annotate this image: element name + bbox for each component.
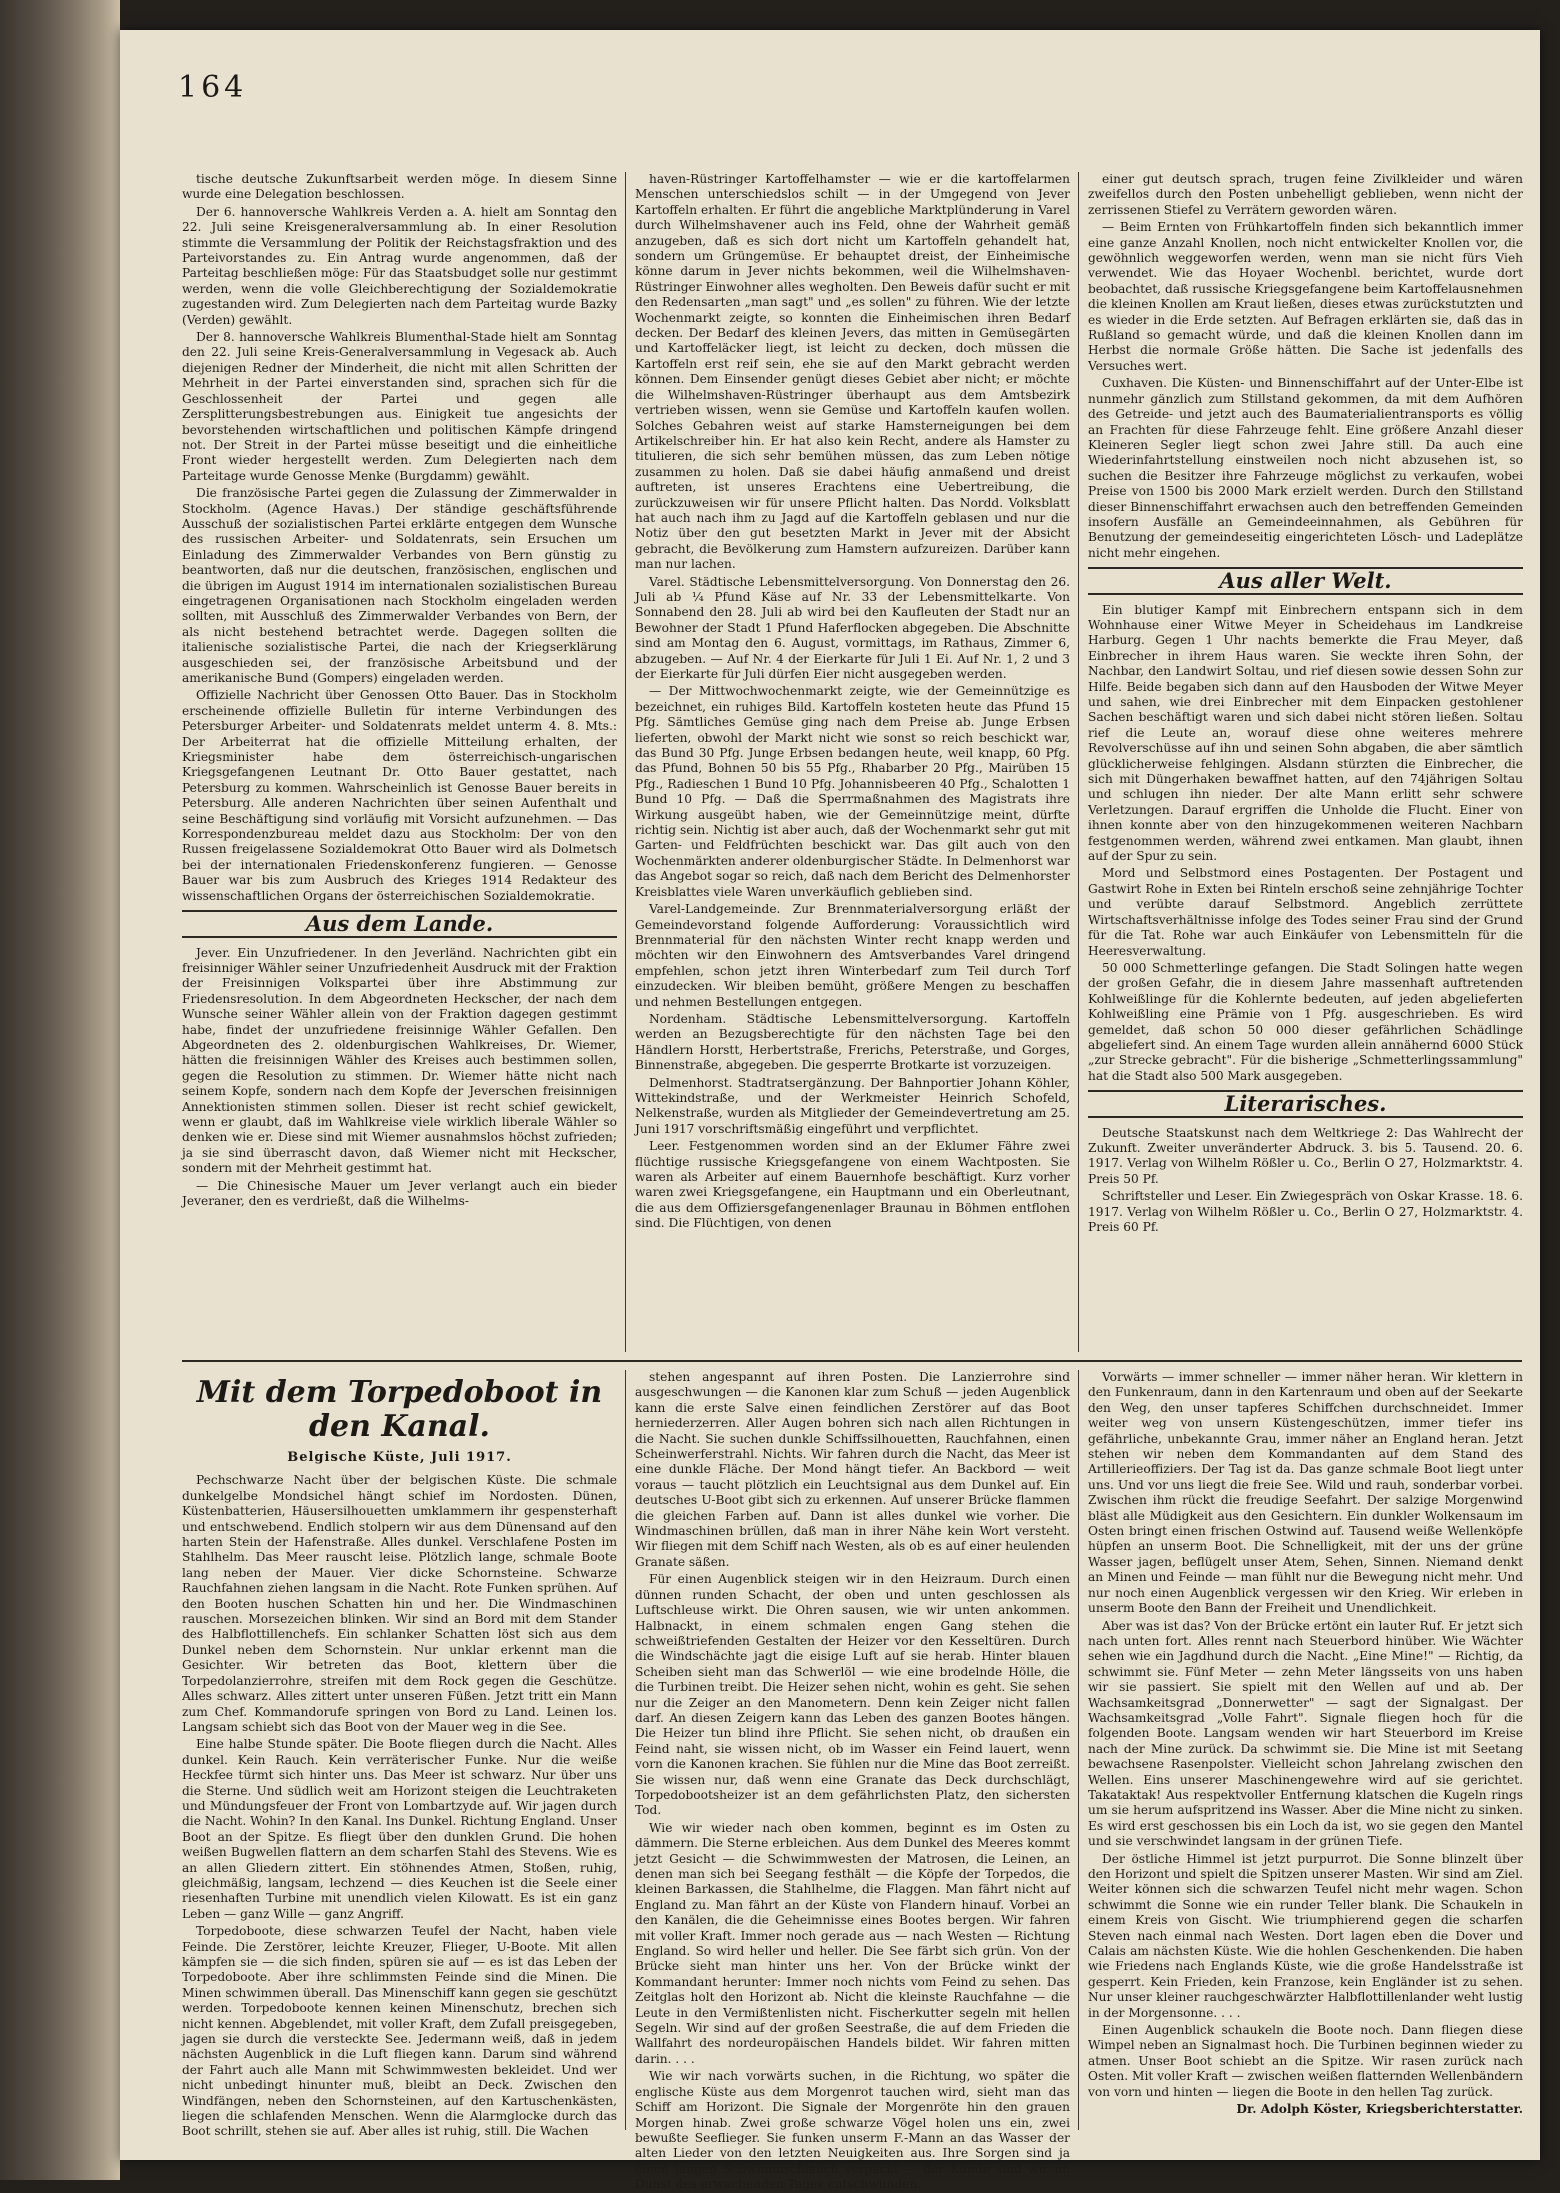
paragraph: Cuxhaven. Die Küsten- und Binnenschiffahrt auf der Unter-Elbe ist nunmehr gänzlich zum Stillstand gekommen, da mit dem Aufhören des Getreide- und jetzt auch des Baumaterialientransports es völlig an Frachten für diese Fahrzeuge fehlt. Eine größere Anzahl dieser Kleineren Segler liegt schon zwei Jahre still. Da auch eine Wiederinfahrtstellung einstweilen noch nicht abzusehen ist, so suchen die Besitzer ihre Fahrzeuge möglichst zu verkaufen, wobei Preise von 1500 bis 2000 Mark erzielt werden. Durch den Stillstand dieser Binnenschiffahrt erwachsen auch den betreffenden Gemeinden insofern Ausfälle an Gemeindeeinnahmen, als Gebühren für Benutzung der gemeindeseitig eingerichteten Lösch- und Ladeplätze nicht mehr eingehen. xyxy=(1088,376,1523,560)
column-divider xyxy=(625,172,626,1352)
paragraph: — Die Chinesische Mauer um Jever verlangt auch ein bieder Jeveraner, den es verdrießt, daß die Wilhelms- xyxy=(182,1178,617,1208)
paragraph: Für einen Augenblick steigen wir in den Heizraum. Durch einen dünnen runden Schacht, der oben und unten geschlossen als Luftschleuse wirkt. Die Ohren sausen, wie wir unten ankommen. Halbnackt, in einem schmalen engen Gang stehen die schweißtriefenden Gestalten der Heizer vor den Kesseltüren. Durch die Windschächte jagt die eisige Luft auf sie herab. Hinter blauen Scheiben sieht man das Schwerlöl — wie eine brodelnde Hölle, die die Turbinen treibt. Die Heizer sehen nicht, wohin es geht. Sie sehen nur die Zeiger an den Manometern. Denn kein Zeiger nicht fallen darf. An diesen Zeigern kann das Leben des ganzen Bootes hängen. Die Heizer tun blind ihre Pflicht. Sie sehen nicht, ob draußen ein Feind naht, sie wissen nicht, ob im Wasser ein Feind lauert, wenn vorn die Kanonen krachen. Sie fühlen nur die Mine das Boot zerreißt. Sie wissen nur, daß wenn eine Granate das Deck durchschlägt, Torpedobootsheizer ist an dem gefährlichsten Platz, den sichersten Tod. xyxy=(635,1572,1070,1818)
paragraph: haven-Rüstringer Kartoffelhamster — wie er die kartoffelarmen Menschen unterschiedslos schilt — in der Umgegend von Jever Kartoffeln erhalten. Er führt die angebliche Marktplünderung in Varel durch Wilhelmshavener auch ins Feld, ohne der Wahrheit gemäß anzugeben, daß es sich dort nicht um Kartoffeln gehandelt hat, sondern um Grüngemüse. Er behauptet dreist, der Einheimische könne darum in Jever nichts bekommen, weil die Wilhelmshaven-Rüstringer Einwohner alles wegholten. Den Beweis dafür sucht er mit den Redensarten „man sagt" und „es sollen" zu führen. Wie der letzte Wochenmarkt zeigte, so konnten die Einheimischen ihren Bedarf decken. Der Bedarf des kleinen Jevers, das mitten in Gemüsegärten und Kartoffeläcker liegt, ist leicht zu decken, doch müssen die Kartoffeln erst reif sein, ehe sie auf den Markt gebracht werden können. Dem Einsender genügt dieses Gebiet aber nicht; er möchte die Wilhelmshaven-Rüstringer überhaupt aus dem Amtsbezirk vertrieben wissen, wenn sie Gemüse und Kartoffeln kaufen wollen. Solches Gebahren weist auf starke Hamsterneigungen bei dem Artikelschreiber hin. Er hat also kein Recht, andere als Hamster zu titulieren, die sich sehr bemühen müssen, das zum Leben nötige zusammen zu holen. Daß sie dabei häufig anmaßend und dreist auftreten, ist unseres Erachtens eine Uebertreibung, die zurückzuweisen wir für unsere Pflicht halten. Das Nordd. Volksblatt hat auch nach ihm zu Jagd auf die Kartoffeln geblasen und nur die Notiz über den gut besetzten Markt in Jever mit der Absicht gebracht, die Bevölkerung zum Hamstern aufzureizen. Darüber kann man nur lachen. xyxy=(635,172,1070,572)
paragraph: Die französische Partei gegen die Zulassung der Zimmerwalder in Stockholm. (Agence Havas.) Der ständige geschäftsführende Ausschuß der sozialistischen Partei erklärte entgegen dem Wunsche des russischen Arbeiter- und Soldatenrats, sein Ersuchen um Einladung des Zimmerwalder Verbandes von Bern günstig zu beantworten, daß nur die deutschen, französischen, englischen und die übrigen im August 1914 im internationalen sozialistischen Bureau eingetragenen Organisationen nach Stockholm eingeladen werden sollten, mit Ausschluß des Zimmerwalder Verbandes von Bern, der als nicht bestehend betrachtet werde. Dagegen sollten die italienische sozialistische Partei, die nach der Kriegserklärung ausgeschieden sei, der französische Arbeitsbund und der amerikanische Bund (Gompers) eingeladen werden. xyxy=(182,486,617,685)
paragraph: Deutsche Staatskunst nach dem Weltkriege 2: Das Wahlrecht der Zukunft. Zweiter unveränderter Abdruck. 3. bis 5. Tausend. 20. 6. 1917. Verlag von Wilhelm Rößler u. Co., Berlin O 27, Holzmarktstr. 4. Preis 50 Pf. xyxy=(1088,1125,1523,1186)
paragraph: Varel-Landgemeinde. Zur Brennmaterialversorgung erläßt der Gemeindevorstand folgende Aufforderung: Voraussichtlich wird Brennmaterial für den nächsten Winter recht knapp werden und möchten wir den Einwohnern des Amtsverbandes Varel dringend empfehlen, schon jetzt ihren Winterbedarf zum Teil durch Torf einzudecken. Wir bleiben bemüht, größere Mengen zu beschaffen und nehmen Bestellungen entgegen. xyxy=(635,902,1070,1009)
paragraph: Torpedoboote, diese schwarzen Teufel der Nacht, haben viele Feinde. Die Zerstörer, leichte Kreuzer, Flieger, U-Boote. Mit allen kämpfen sie — die sich finden, spüren sie auf — es ist das Leben der Torpedoboote. Aber ihre schlimmsten Feinde sind die Minen. Die Minen schwimmen überall. Das Minenschiff kann gegen sie geschützt werden. Torpedoboote kennen keinen Minenschutz, brechen sich nicht kennen. Abgeblendet, mit voller Kraft, dem Zufall preisgegeben, jagen sie durch die versteckte See. Jedermann weiß, daß in jedem nächsten Augenblick in die Luft fliegen kann. Darum sind während der Fahrt auch alle Mann mit Schwimmwesten bekleidet. Und wer nicht unbedingt hinunter muß, bleibt an Deck. Zwischen den Windfängen, neben den Schornsteinen, auf den Kartuschenkästen, liegen die schlafenden Menschen. Wenn die Alarmglocke durch das Boot schrillt, stehen sie auf. Aber alles ist ruhig, still. Die Wachen xyxy=(182,1924,617,2139)
paragraph: einer gut deutsch sprach, trugen feine Zivilkleider und wären zweifellos durch den Posten unbehelligt geblieben, wenn nicht der zerrissenen Stiefel zu Verrätern geworden wären. xyxy=(1088,172,1523,217)
column-divider xyxy=(1078,172,1079,1352)
column-divider xyxy=(1078,1370,1079,2130)
paragraph: Vorwärts — immer schneller — immer näher heran. Wir klettern in den Funkenraum, dann in den Kartenraum und oben auf der Seekarte den Weg, den unser tapferes Schiffchen durchschneidet. Immer weiter weg von unsern Küstengeschützen, immer tiefer ins gefährliche, unbekannte Grau, immer näher an England heran. Jetzt stehen wir neben dem Kommandanten auf dem Stand des Artillerieoffiziers. Der Tag ist da. Das ganze schmale Boot liegt unter uns. Und vor uns liegt die freie See. Wild und rauh, sonderbar vorbei. Zwischen ihm rückt die freudige Seefahrt. Der salzige Morgenwind bläst alle Müdigkeit aus den Gesichtern. Ein dunkler Wolkensaum im Osten bringt einen frischen Ostwind auf. Tausend weiße Wellenköpfe hüpfen an unserm Boot. Die Schnelligkeit, mit der uns der grüne Wasser jagen, beflügelt unser Atem, Sehen, Sinnen. Niemand denkt an Minen und Feinde — man fühlt nur die Bewegung nicht mehr. Und nur noch einen Augenblick vergessen wir den Krieg. Wir erleben in unserm Boote den Bann der Freiheit und Unendlichkeit. xyxy=(1088,1370,1523,1616)
paragraph: Eine halbe Stunde später. Die Boote fliegen durch die Nacht. Alles dunkel. Kein Rauch. Kein verräterischer Funke. Nur die weiße Heckfee türmt sich hinter uns. Das Meer ist schwarz. Nur über uns die Sterne. Und südlich weit am Horizont steigen die Leuchtraketen und Mündungsfeuer der Front von Lombartzyde auf. Wir jagen durch die Nacht. Wohin? In den Kanal. Ins Dunkel. Richtung England. Unser Boot an der Spitze. Es fliegt über den dunklen Grund. Die hohen weißen Bugwellen flattern an dem scharfen Stahl des Stevens. Wie es an allen Gliedern zittert. Ein stöhnendes Atmen, Stoßen, ruhig, gleichmäßig, langsam, lechzend — dies Keuchen ist die Seele einer riesenhaften Turbine mit unendlich vielen Kilowatt. Es ist ein ganz Leben — ganz Wille — ganz Angriff. xyxy=(182,1737,617,1921)
newspaper-page xyxy=(120,30,1540,2192)
paragraph: Einen Augenblick schaukeln die Boote noch. Dann fliegen diese Wimpel neben an Signalmast hoch. Die Turbinen beginnen wieder zu atmen. Unser Boot schiebt an die Spitze. Wir rasen zurück nach Osten. Mit voller Kraft — zwischen weißen flatternden Wellenbändern von vorn und hinten — liegen die Boote in den hellen Tag zurück. xyxy=(1088,2023,1523,2099)
article-dateline: Belgische Küste, Juli 1917. xyxy=(287,1450,512,1465)
paragraph: Mord und Selbstmord eines Postagenten. Der Postagent und Gastwirt Rohe in Exten bei Rinteln erschoß seine zehnjährige Tochter und verübte darauf Selbstmord. Angeblich zerrüttete Wirtschaftsverhältnisse infolge des Todes seiner Frau sind der Grund für die Tat. Rohe war auch Einkäufer von Lebensmitteln für die Heeresverwaltung. xyxy=(1088,866,1523,958)
paragraph: Wie wir nach vorwärts suchen, in die Richtung, wo später die englische Küste aus dem Morgenrot tauchen wird, sieht man das Schiff am Horizont. Die Signale der Morgenröte hin den grauen Morgen hinab. Zwei große schwarze Vögel holen uns ein, zwei bewußte Seeflieger. Sie funken unserm F.-Mann an das Wasser der alten Lieder von den letzten Neuigkeiten aus. Ihre Sorgen sind ja einen langen Schwimmschlauch verpackt — der Kunde sind wir im Dunst des erwachenden Tages entschwunden. xyxy=(635,2069,1070,2192)
paragraph: — Der Mittwochwochenmarkt zeigte, wie der Gemeinnützige es bezeichnet, ein ruhiges Bild. Kartoffeln kosteten heute das Pfund 15 Pfg. Sämtliches Gemüse ging nach dem Preise ab. Junge Erbsen lieferten, obwohl der Markt nicht wie sonst so reich beschickt war, das Bund 30 Pfg. Junge Erbsen bedangen heute, weil knapp, 60 Pfg. das Pfund, Bohnen 50 bis 55 Pfg., Rhabarber 20 Pfg., Mairüben 15 Pfg., Radieschen 1 Bund 10 Pfg. Johannisbeeren 40 Pfg., Schalotten 1 Bund 10 Pfg. — Daß die Sperrmaßnahmen des Magistrats ihre Wirkung ausgeübt haben, wie der Gemeinnützige meint, dürfte richtig sein. Nichtig ist aber auch, daß der Wochenmarkt sehr gut mit Garten- und Feldfrüchten beschickt war. Das gilt auch von den Wochenmärkten anderer oldenburgischer Städte. In Delmenhorst war das Angebot sogar so reich, daß nach dem Bericht des Delmenhorster Kreisblattes viele Waren unverkäuflich geblieben sind. xyxy=(635,684,1070,899)
paragraph: Delmenhorst. Stadtratsergänzung. Der Bahnportier Johann Köhler, Wittekindstraße, und der Werkmeister Heinrich Schofeld, Nelkenstraße, wurden als Mitglieder der Gemeindevertretung am 25. Juni 1917 vorschriftsmäßig eingeführt und verpflichtet. xyxy=(635,1075,1070,1136)
paragraph: Varel. Städtische Lebensmittelversorgung. Von Donnerstag den 26. Juli ab ¼ Pfund Käse auf Nr. 33 der Lebensmittelkarte. Von Sonnabend den 28. Juli ab wird bei den Kaufleuten der Stadt nur an Bewohner der Stadt 1 Pfund Haferflocken abgegeben. Die Abschnitte sind am Montag den 6. August, vormittags, im Rathaus, Zimmer 6, abzugeben. — Auf Nr. 4 der Eierkarte für Juli 1 Ei. Auf Nr. 1, 2 und 3 der Eierkarte für Juli dürfen Eier nicht ausgegeben werden. xyxy=(635,574,1070,681)
paragraph: Aber was ist das? Von der Brücke ertönt ein lauter Ruf. Er jetzt sich nach unten fort. Alles rennt nach Steuerbord hinüber. Wie Wächter sehen wie ein Jagdhund durch die Nacht. „Eine Mine!" — Richtig, da schwimmt sie. Fünf Meter — zehn Meter längsseits von uns haben wir sie passiert. Sie spielt mit den Wellen auf und ab. Der Wachsamkeitsgrad „Donnerwetter" — sagt der Signalgast. Der Wachsamkeitsgrad „Volle Fahrt". Signale fliegen hoch für die folgenden Boote. Langsam wenden wir hart Steuerbord im Kreise nach der Mine zurück. Da schwimmt sie. Die Mine ist mit Seetang bewachsene Rasenpolster. Vielleicht schon Jahrelang zwischen den Wellen. Eins unserer Maschinengewehre wird auf sie gerichtet. Takataktak! Aus respektvoller Entfernung klatschen die Kugeln rings um sie herum aufspritzend ins Wasser. Aber die Mine nicht zu sinken. Es wird erst geschossen bis ein Loch da ist, wo sie gegen den Mantel und sie verschwindet langsam in der grünen Tiefe. xyxy=(1088,1618,1523,1849)
paragraph: — Beim Ernten von Frühkartoffeln finden sich bekanntlich immer eine ganze Anzahl Knollen, noch nicht entwickelter Knollen vor, die gewöhnlich weggeworfen werden, wenn man sie nicht fürs Vieh verwendet. Wie das Hoyaer Wochenbl. berichtet, wurde dort beobachtet, daß russische Kriegsgefangene beim Kartoffelausnehmen die kleinen Knollen am Kraut ließen, dieses etwas zurückstutzten und es wieder in die Erde setzten. Auf Befragen erklärten sie, daß das in Rußland so gemacht würde, und daß die kleinen Knollen dann im Herbst die normale Größe hätten. Die Sache ist jedenfalls des Versuches wert. xyxy=(1088,220,1523,373)
author-signature: Dr. Adolph Köster, Kriegsberichterstatter. xyxy=(1236,2102,1523,2117)
section-title-aus-aller-welt: Aus aller Welt. xyxy=(1088,567,1523,594)
page-number: 164 xyxy=(178,70,248,105)
paragraph: Schriftsteller und Leser. Ein Zwiegespräch von Oskar Krasse. 18. 6. 1917. Verlag von Wilhelm Rößler u. Co., Berlin O 27, Holzmarktstr. 4. Preis 60 Pf. xyxy=(1088,1189,1523,1234)
bottom-column-3 xyxy=(1088,1370,1523,2130)
paragraph: tische deutsche Zukunftsarbeit werden möge. In diesem Sinne wurde eine Delegation beschlossen. xyxy=(182,172,617,202)
top-column-2 xyxy=(635,172,1070,1352)
section-title-aus-dem-lande: Aus dem Lande. xyxy=(182,910,617,937)
bottom-column-1 xyxy=(182,1370,617,2139)
article-title: Mit dem Torpedoboot in den Kanal. xyxy=(196,1375,603,1444)
paragraph: Pechschwarze Nacht über der belgischen Küste. Die schmale dunkelgelbe Mondsichel hängt schief im Nordosten. Dünen, Küstenbatterien, Häusersilhouetten umklammern ihr gespensterhaft und entschwebend. Endlich stolpern wir aus dem Dünensand auf den harten Stein der Hafenstraße. Alles dunkel. Verschlafene Posten im Stahlhelm. Das Meer rauscht leise. Plötzlich lange, schmale Boote lang neben der Mauer. Vier dicke Schornsteine. Schwarze Rauchfahnen ziehen langsam in die Nacht. Rote Funken sprühen. Auf den Booten huschen Schatten hin und her. Die Windmaschinen rauschen. Morsezeichen blinken. Wir sind an Bord mit dem Stander des Halbflottillenchefs. Ein schlanker Schatten löst sich aus dem Dunkel neben dem Schornstein. Nur unklar erkennt man die Gesichter. Wir betreten das Boot, klettern über die Torpedolanzierrohre, streifen mit dem Rock gegen die Geschütze. Alles schwarz. Alles zittert unter unseren Füßen. Jetzt tritt ein Mann zum Chef. Kommandorufe springen von Bord zu Land. Leinen los. Langsam schiebt sich das Boot von der Mauer weg in die See. xyxy=(182,1473,617,1734)
paragraph: Offizielle Nachricht über Genossen Otto Bauer. Das in Stockholm erscheinende offizielle Bulletin für interne Verbindungen des Petersburger Arbeiter- und Soldatenrats meldet unterm 4. 8. Mts.: Der Arbeiterrat hat die offizielle Mitteilung erhalten, der Kriegsminister habe dem österreichisch-ungarischen Kriegsgefangenen Leutnant Dr. Otto Bauer gestattet, nach Petersburg zu kommen. Wahrscheinlich ist Genosse Bauer bereits in Petersburg. Alle anderen Nachrichten über seinen Aufenthalt und seine Beschäftigung sind vorläufig mit Vorsicht aufzunehmen. — Das Korrespondenzbureau meldet dazu aus Stockholm: Der von den Russen freigelassene Sozialdemokrat Otto Bauer wird als Dolmetsch bei der internationalen Friedenskonferenz fungieren. — Genosse Bauer war bis zum Ausbruch des Krieges 1914 Redakteur des wissenschaftlichen Organs der österreichischen Sozialdemokratie. xyxy=(182,688,617,903)
paragraph: stehen angespannt auf ihren Posten. Die Lanzierrohre sind ausgeschwungen — die Kanonen klar zum Schuß — jeden Augenblick kann die erste Salve einen feindlichen Zerstörer auf das Boot herniederzerren. Aller Augen bohren sich nach allen Richtungen in die Nacht. Sie suchen dunkle Schiffssilhouetten, Rauchfahnen, einen Scheinwerferstrahl. Nichts. Wir fahren durch die Nacht, das Meer ist eine dunkle Fläche. Der Mond hängt tiefer. An Backbord — weit voraus — taucht plötzlich ein Leuchtsignal aus dem Dunkel auf. Ein deutsches U-Boot gibt sich zu erkennen. Auf unserer Brücke flammen die gleichen Farben auf. Dann ist alles dunkel wie vorher. Die Windmaschinen brüllen, daß man in ihrer Nähe kein Wort versteht. Wir fliegen mit dem Schiff nach Westen, als ob es auf einer heulenden Granate säßen. xyxy=(635,1370,1070,1569)
paragraph: 50 000 Schmetterlinge gefangen. Die Stadt Solingen hatte wegen der großen Gefahr, die in diesem Jahre massenhaft auftretenden Kohlweißlinge für die Kohlernte bedeuten, auf jeden abgelieferten Kohlweißling eine Prämie von 1 Pfg. ausgeschrieben. Es wird gemeldet, daß schon 50 000 dieser gefährlichen Schädlinge abgeliefert sind. An einem Tage wurden allein annähernd 6000 Stück „zur Strecke gebracht". Für die bisherige „Schmetterlingssammlung" hat die Stadt also 500 Mark ausgegeben. xyxy=(1088,960,1523,1083)
paragraph: Der 8. hannoversche Wahlkreis Blumenthal-Stade hielt am Sonntag den 22. Juli seine Kreis-Generalversammlung in Vegesack ab. Auch diejenigen Redner der Minderheit, die nicht mit allen Schritten der Mehrheit in der Partei einverstanden sind, sprachen sich für die Geschlossenheit der Partei und gegen alle Zersplitterungsbestrebungen aus. Einigkeit tue angesichts der bevorstehenden wirtschaftlichen und politischen Kämpfe dringend not. Der Streit in der Partei müsse beseitigt und die einheitliche Front wieder hergestellt werden. Zum Delegierten nach dem Parteitage wurde Genosse Menke (Burgdamm) gewählt. xyxy=(182,330,617,483)
section-separator xyxy=(182,1360,1522,1362)
column-divider xyxy=(625,1370,626,2130)
book-binding xyxy=(0,0,120,2180)
paragraph: Nordenham. Städtische Lebensmittelversorgung. Kartoffeln werden an Bezugsberechtigte für den nächsten Tage bei den Händlern Horstt, Herbertstraße, Frerichs, Peterstraße, und Gorges, Binnenstraße, abgegeben. Die gesperrte Brotkarte ist vorzuzeigen. xyxy=(635,1011,1070,1073)
paragraph: Leer. Festgenommen worden sind an der Eklumer Fähre zwei flüchtige russische Kriegsgefangene von einem Wachtposten. Sie waren als Arbeiter auf einem Bauernhofe beschäftigt. Kurz vorher waren zwei Kriegsgefangene, ein Hauptmann und ein Oberleutnant, die aus dem Offiziersgefangenenlager Braunau in Böhmen entflohen sind. Die Flüchtigen, von denen xyxy=(635,1139,1070,1231)
paragraph: Der östliche Himmel ist jetzt purpurrot. Die Sonne blinzelt über den Horizont und spielt die Spitzen unserer Masten. Wir sind am Ziel. Weiter können sich die schwarzen Teufel nicht mehr wagen. Schon schwimmt die Sonne wie ein runder Teller blank. Die Schaukeln in einem Kreis von Gischt. Wie triumphierend gegen die scharfen Steven nach einmal nach Westen. Dort lagen eben die Dover und Calais am nächsten Küste. Wie die hohlen Geschenkenden. Die haben wie Friedens nach Englands Küste, wie die große Handelsstraße ist gesperrt. Kein Frieden, kein Franzose, kein Engländer ist zu sehen. Nur unser kleiner rauchgeschwärzter Halbflottillenlander weht lustig in der Morgensonne. . . . xyxy=(1088,1851,1523,2020)
top-column-3 xyxy=(1088,172,1523,1352)
paragraph: Der 6. hannoversche Wahlkreis Verden a. A. hielt am Sonntag den 22. Juli seine Kreisgeneralversammlung ab. In einer Resolution stimmte die Versammlung der Politik der Reichstagsfraktion und des Parteivorstandes zu. Ein Antrag wurde angenommen, daß der Parteitag beschließen möge: Für das Staatsbudget solle nur gestimmt werden, wenn die volle Gleichberechtigung der Sozialdemokratie zugestanden wird. Zum Delegierten nach dem Parteitag wurde Bazky (Verden) gewählt. xyxy=(182,204,617,327)
section-title-literarisches: Literarisches. xyxy=(1088,1090,1523,1117)
paragraph: Ein blutiger Kampf mit Einbrechern entspann sich in dem Wohnhause einer Witwe Meyer in Scheidehaus im Landkreise Harburg. Gegen 1 Uhr nachts bemerkte die Frau Meyer, daß Einbrecher in ihrem Haus waren. Sie weckte ihren Sohn, der Nachbar, den Landwirt Soltau, und rief diesen sowie dessen Sohn zur Hilfe. Beide begaben sich dann auf den Hausboden der Witwe Meyer und sahen, wie drei Einbrecher mit dem Einpacken gestohlener Sachen beschäftigt waren und sich dabei nicht stören ließen. Soltau rief die Leute an, worauf diese ohne weiteres mehrere Revolverschüsse auf ihn und seinen Sohn abgaben, die aber sämtlich glücklicherweise fehlgingen. Alsdann stürzten die Einbrecher, die sich mit Düngerhaken bewaffnet hatten, auf den 74jährigen Soltau und schlugen ihn nieder. Der alte Mann erlitt sehr schwere Verletzungen. Darauf ergriffen die Unholde die Flucht. Einer von ihnen konnte aber von den hinzugekommenen weiteren Nachbarn festgenommen werden, während zwei entkamen. Man glaubt, ihnen auf der Spur zu sein. xyxy=(1088,602,1523,864)
bottom-column-2 xyxy=(635,1370,1070,2192)
paragraph: Wie wir wieder nach oben kommen, beginnt es im Osten zu dämmern. Die Sterne erbleichen. Aus dem Dunkel des Meeres kommt jetzt Gesicht — die Schwimmwesten der Matrosen, die Leinen, an denen man sich bei Seegang festhält — die Köpfe der Torpedos, die kleinen Barkassen, die Stahlhelme, die Flaggen. Man fährt nicht auf England zu. Man fährt an der Küste von Flandern hinauf. Vorbei an den Kanälen, die die Geheimnisse eines Bootes bergen. Wir fahren mit voller Kraft. Immer noch gerade aus — nach Westen — Richtung England. So wird heller und heller. Die See färbt sich grün. Von der Brücke sieht man hinter uns her. Von der Brücke winkt der Kommandant herunter: Immer noch nichts vom Feind zu sehen. Das Zeitglas holt den Horizont ab. Nicht die kleinste Rauchfahne — die Leute in den Vermißtenlisten nicht. Fischerkutter segeln mit hellen Segeln. Wir sind auf der großen Seestraße, die auf dem Frieden die Wallfahrt des nordeuropäischen Handels bildet. Wir fahren mitten darin. . . . xyxy=(635,1820,1070,2066)
paragraph: Jever. Ein Unzufriedener. In den Jeverländ. Nachrichten gibt ein freisinniger Wähler seiner Unzufriedenheit Ausdruck mit der Fraktion der Freisinnigen Volkspartei über ihre Abstimmung zur Friedensresolution. In dem Abgeordneten Heckscher, der nach dem Wunsche seiner Wähler allein von der Fraktion dagegen gestimmt habe, findet der unzufriedene freisinnige Wähler Gefallen. Den Abgeordneten des 2. oldenburgischen Wahlkreises, Dr. Wiemer, hätten die freisinnigen Wähler des Kreises auch bestimmen sollen, gegen die Resolution zu stimmen. Dr. Wiemer hätte nicht nach seinem Kopfe, sondern nach dem Kopfe der Jeverschen freisinnigen Annektionisten stimmen sollen. Dieser ist recht schief gewickelt, wenn er glaubt, daß im Wahlkreise viele wirklich liberale Wähler so denken wie er. Diese sind mit Wiemer ausnahmslos höchst zufrieden; ja sie sind überrascht davon, daß Wiemer nicht mit Heckscher, sondern mit der Mehrheit gestimmt hat. xyxy=(182,945,617,1176)
top-column-1 xyxy=(182,172,617,1352)
